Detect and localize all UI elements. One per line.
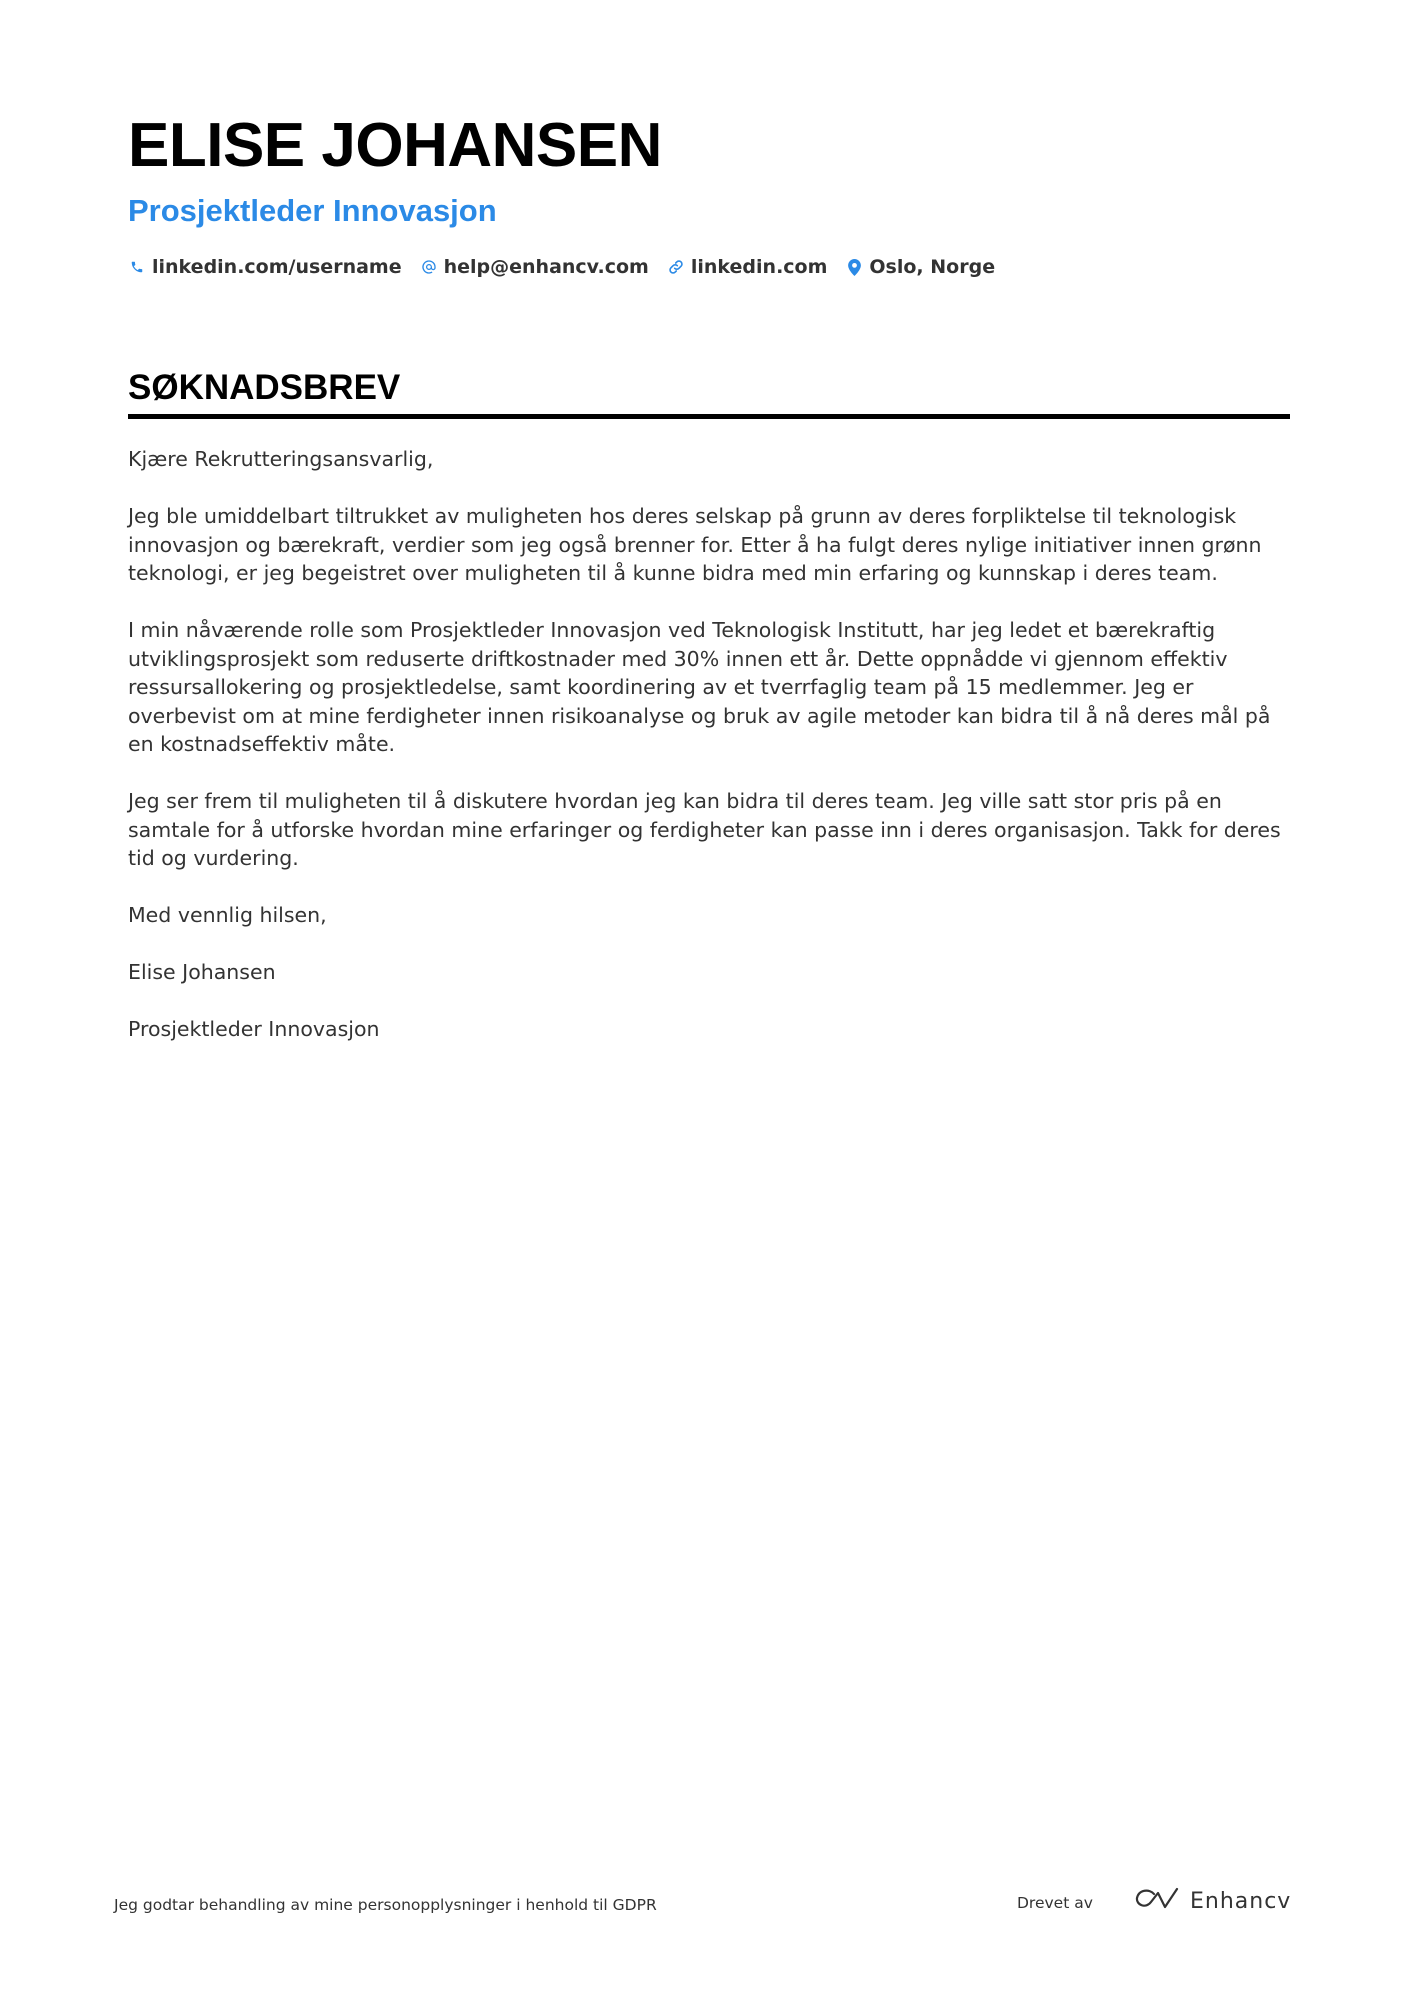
contact-email-text: help@enhancv.com [443, 256, 649, 278]
contact-email[interactable] [420, 256, 649, 278]
candidate-title: Prosjektleder Innovasjon [128, 193, 497, 228]
at-icon [420, 257, 438, 277]
letter-greeting: Kjære Rekrutteringsansvarlig, [128, 447, 434, 471]
candidate-name: ELISE JOHANSEN [128, 111, 662, 180]
letter-paragraph-1: Jeg ble umiddelbart tiltrukket av muligheten hos deres selskap på grunn av deres forpliktelse til teknologisk innovasjon og bærekraft, verdier som jeg også brenner for. Etter å ha fulgt deres nylige initiativer innen grønn teknologi, er jeg begeistret over muligheten til å kunne bidra med min erfaring og kunnskap i deres team. [128, 504, 1262, 585]
signature-title: Prosjektleder Innovasjon [128, 1017, 380, 1041]
brand-logo[interactable] [1134, 1886, 1291, 1916]
contact-location-text: Oslo, Norge [869, 256, 996, 278]
letter-body [128, 445, 1290, 1044]
signature-name: Elise Johansen [128, 960, 276, 984]
contact-location [845, 256, 995, 278]
letter-paragraph-3: Jeg ser frem til muligheten til å diskutere hvordan jeg kan bidra til deres team. Jeg ville satt stor pris på en samtale for å utforske hvordan mine erfaringer og ferdigheter kan passe inn i deres organisasjon. Takk for deres tid og vurdering. [128, 789, 1281, 870]
letter-paragraph-2: I min nåværende rolle som Prosjektleder Innovasjon ved Teknologisk Institutt, har jeg ledet et bærekraftig utviklingsprosjekt som reduserte driftkostnader med 30% innen ett år. Dette oppnådde vi gjennom effektiv ressursallokering og prosjektledelse, samt koordinering av et tverrfaglig team på 15 medlemmer. Jeg er overbevist om at mine ferdigheter innen risikoanalyse og bruk av agile metoder kan bidra til å nå deres mål på en kostnadseffektiv måte. [128, 618, 1271, 756]
gdpr-consent-text: Jeg godtar behandling av mine personopplysninger i henhold til GDPR [114, 1896, 657, 1914]
phone-icon [128, 257, 146, 277]
cover-letter-section [128, 366, 1290, 1072]
brand-name: Enhancv [1190, 1888, 1292, 1914]
contact-phone[interactable] [128, 256, 402, 278]
letter-closing: Med vennlig hilsen, [128, 903, 327, 927]
contact-phone-text: linkedin.com/username [152, 256, 402, 278]
contact-info [128, 252, 1288, 282]
section-divider [128, 414, 1290, 419]
powered-by-label: Drevet av [1017, 1894, 1093, 1912]
enhancv-logo-icon [1134, 1886, 1180, 1916]
link-icon [667, 257, 685, 277]
page-footer [114, 1886, 1290, 1926]
contact-link-text: linkedin.com [690, 256, 828, 278]
contact-link[interactable] [667, 256, 828, 278]
location-pin-icon [845, 257, 863, 277]
resume-header [128, 108, 1288, 282]
section-title: SØKNADSBREV [128, 368, 401, 407]
